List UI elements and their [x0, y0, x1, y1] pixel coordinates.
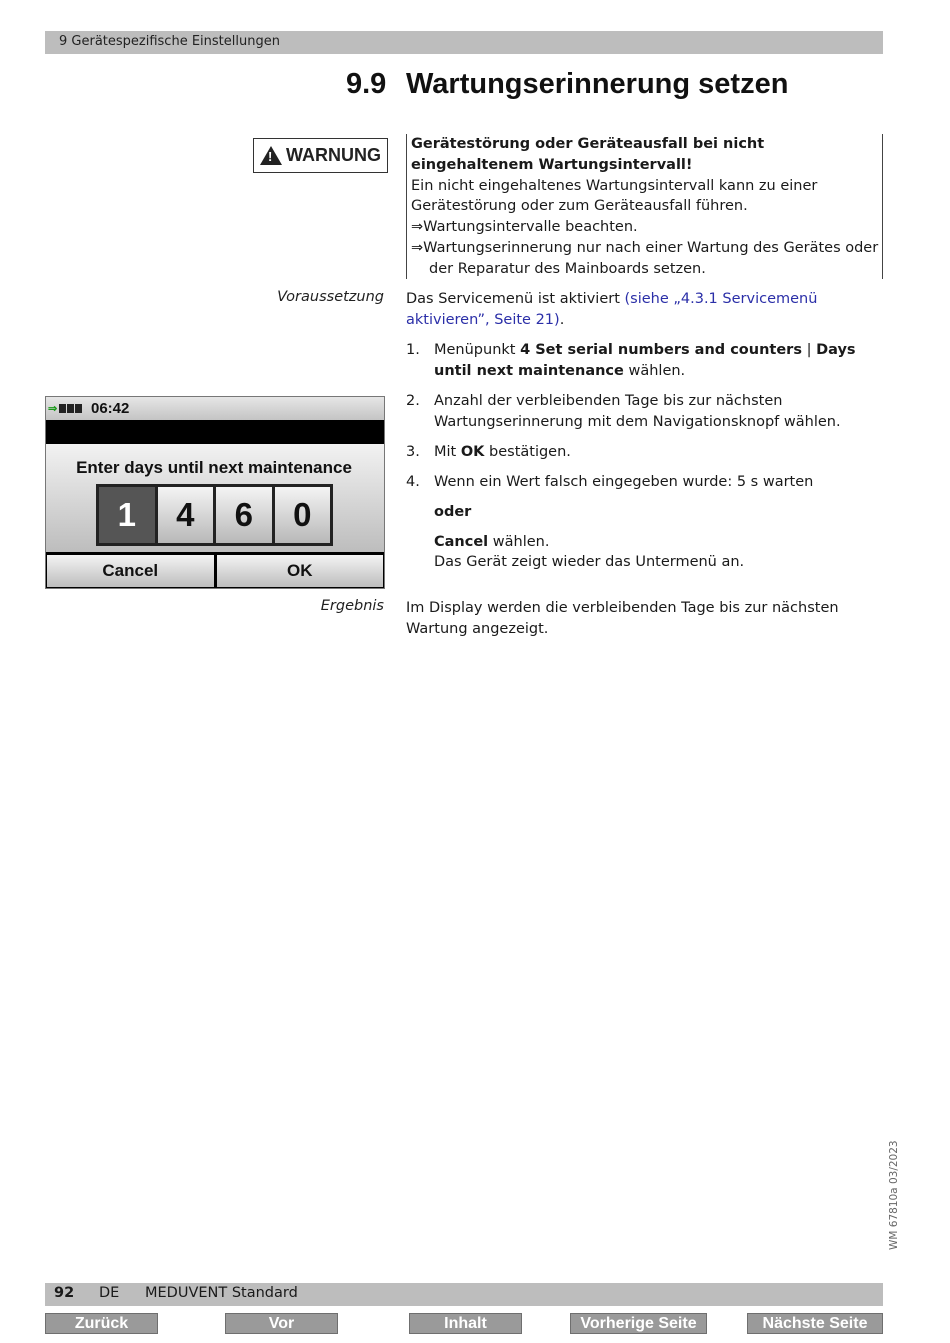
page-number: 92: [54, 1285, 75, 1301]
days-digit-input: [96, 484, 333, 546]
prerequisite-link[interactable]: (siehe „4.3.1 Servicemenü aktivieren”, Seite 21): [406, 291, 818, 328]
warning-action-2: ⇒Wartungserinnerung nur nach einer Wartung des Gerätes oder der Reparatur des Mainboards setzen.: [411, 239, 879, 277]
step-4: 4. Wenn ein Wert falsch eingegeben wurde: 5 s warten oder Cancel wählen. Das Gerät zeigt wieder das Untermenü an.: [406, 472, 882, 573]
page-header: [45, 31, 883, 54]
device-screenshot: [45, 396, 385, 589]
device-ok-button[interactable]: OK: [217, 555, 384, 587]
result-text: Im Display werden die verbleibenden Tage bis zur nächsten Wartung angezeigt.: [406, 600, 839, 637]
digit-2[interactable]: 4: [158, 487, 214, 543]
device-cancel-button[interactable]: Cancel: [47, 555, 214, 587]
section-heading: Wartungserinnerung setzen: [406, 68, 789, 100]
document-code: WM 67810a 03/2023: [888, 1140, 900, 1250]
result-label: Ergebnis: [320, 598, 384, 614]
warning-body: Ein nicht eingehaltenes Wartungsintervall kann zu einer Gerätestörung oder zum Geräteausfall führen.: [411, 177, 818, 215]
device-status-bar: [46, 397, 384, 420]
forward-button[interactable]: Vor: [225, 1313, 338, 1334]
product-name: MEDUVENT Standard: [145, 1285, 298, 1301]
back-button[interactable]: Zurück: [45, 1313, 158, 1334]
battery-icon: ⇒: [48, 403, 88, 414]
warning-heading: Gerätestörung oder Geräteausfall bei nicht eingehaltenem Wartungsintervall!: [411, 136, 765, 173]
device-input-area: [46, 444, 384, 552]
step-4-result: Das Gerät zeigt wieder das Untermenü an.: [434, 554, 745, 571]
section-number: 9.9: [346, 68, 387, 100]
digit-1[interactable]: 1: [99, 487, 155, 543]
warning-action-1: ⇒Wartungsintervalle beachten.: [411, 219, 638, 236]
warning-text-block: [406, 134, 883, 279]
arrow-icon: ⇒: [411, 239, 424, 256]
arrow-icon: ⇒: [411, 219, 424, 236]
device-title-bar: [46, 420, 384, 444]
next-page-button[interactable]: Nächste Seite: [747, 1313, 883, 1334]
step-3: 3. Mit OK bestätigen.: [406, 444, 571, 460]
step-2: 2. Anzahl der verbleibenden Tage bis zur nächsten Wartungserinnerung mit dem Navigationsknopf wählen.: [406, 393, 841, 430]
prerequisite-text: Das Servicemenü ist aktiviert (siehe „4.3.1 Servicemenü aktivieren”, Seite 21).: [406, 291, 818, 328]
device-button-bar: [46, 552, 384, 589]
page-footer: [45, 1283, 883, 1306]
device-time: 06:42: [91, 400, 130, 417]
previous-page-button[interactable]: Vorherige Seite: [570, 1313, 707, 1334]
device-prompt: Enter days until next maintenance: [76, 458, 352, 477]
warning-label-box: [253, 138, 388, 173]
warning-triangle-icon: [260, 146, 282, 165]
chapter-title: 9 Gerätespezifische Einstellungen: [59, 34, 280, 49]
warning-label: WARNUNG: [286, 145, 381, 165]
digit-4[interactable]: 0: [275, 487, 331, 543]
digit-3[interactable]: 6: [216, 487, 272, 543]
prerequisite-label: Voraussetzung: [277, 289, 384, 305]
step-1: 1. Menüpunkt 4 Set serial numbers and counters | Days until next maintenance wählen.: [406, 342, 856, 379]
step-4-or: oder: [434, 503, 472, 520]
contents-button[interactable]: Inhalt: [409, 1313, 522, 1334]
section-title: [346, 68, 788, 101]
language: DE: [99, 1285, 120, 1301]
